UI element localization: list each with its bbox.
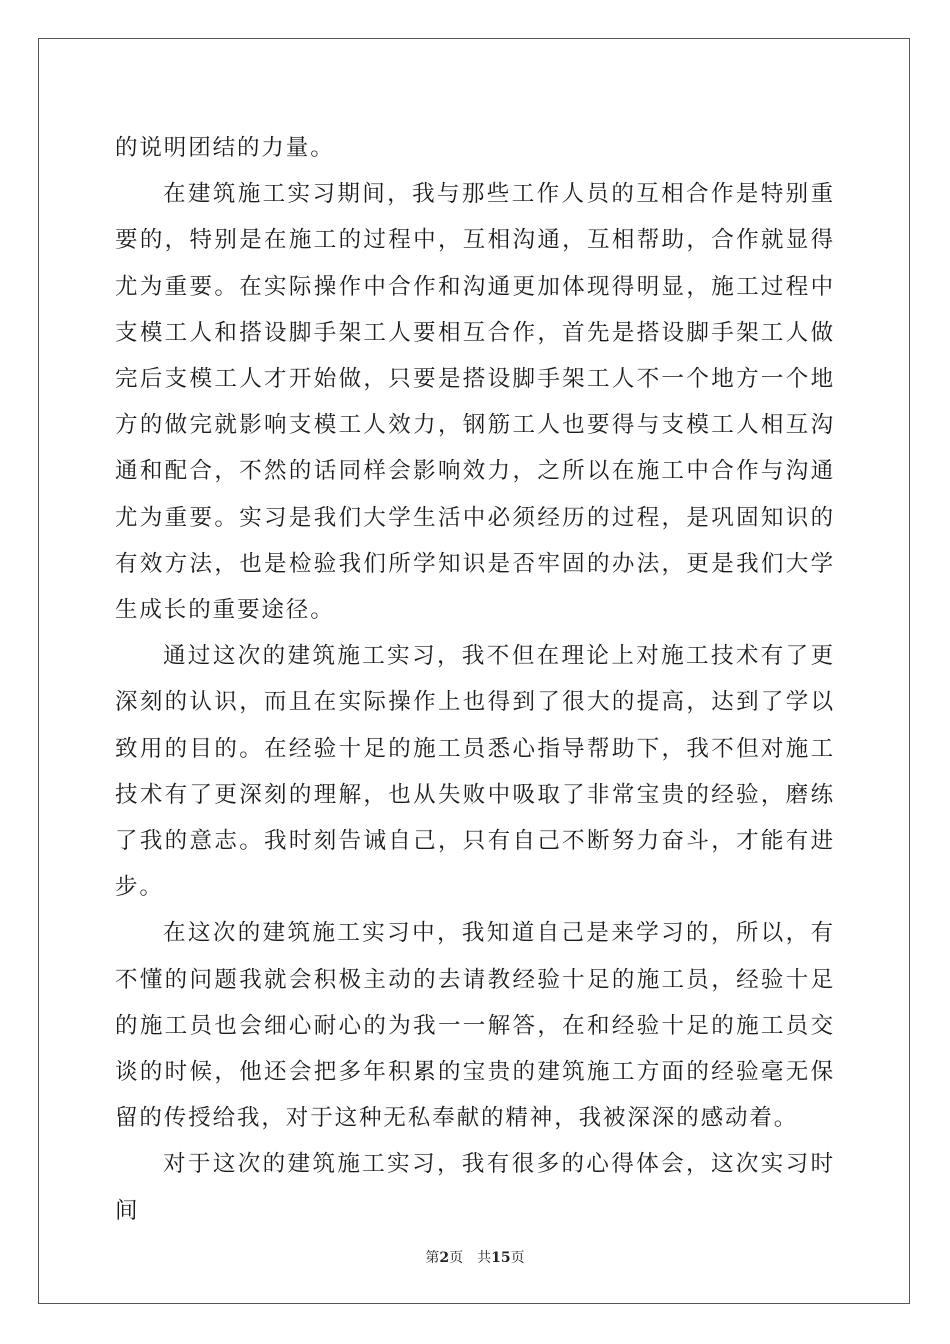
page-footer: [0, 1247, 950, 1267]
total-suffix: 页: [510, 1250, 525, 1266]
page-suffix: 页: [449, 1250, 464, 1266]
paragraph-continuation: 的说明团结的力量。: [115, 135, 335, 161]
paragraph-asking-questions: 在这次的建筑施工实习中，我知道自己是来学习的，所以，有不懂的问题我就会积极主动的去请教经验十足的施工员，经验十足的施工员也会细心耐心的为我一一解答，在和经验十足的施工员交谈的时候，他还会把多年积累的宝贵的建筑施工方面的经验毫无保留的传授给我，对于这种无私奉献的精神，我被深深的感动着。: [115, 920, 835, 1132]
total-prefix: 共: [477, 1250, 492, 1266]
total-pages: 15: [491, 1250, 511, 1266]
paragraph-cooperation: 在建筑施工实习期间，我与那些工作人员的互相合作是特别重要的，特别是在施工的过程中，互相沟通，互相帮助，合作就显得尤为重要。在实际操作中合作和沟通更加体现得明显，施工过程中支模工人和搭设脚手架工人要相互合作，首先是搭设脚手架工人做完后支模工人才开始做，只要是搭设脚手架工人不一个地方一个地方的做完就影响支模工人效力，钢筋工人也要得与支模工人相互沟通和配合，不然的话同样会影响效力，之所以在施工中合作与沟通尤为重要。实习是我们大学生活中必须经历的过程，是巩固知识的有效方法，也是检验我们所学知识是否牢固的办法，更是我们大学生成长的重要途径。: [115, 181, 835, 624]
paragraph-learning-outcome: 通过这次的建筑施工实习，我不但在理论上对施工技术有了更深刻的认识，而且在实际操作上也得到了很大的提高，达到了学以致用的目的。在经验十足的施工员悉心指导帮助下，我不但对施工技术有了更深刻的理解，也从失败中吸取了非常宝贵的经验，磨练了我的意志。我时刻告诫自己，只有自己不断努力奋斗，才能有进步。: [115, 643, 835, 901]
page-prefix: 第: [425, 1250, 440, 1266]
document-body: [115, 125, 835, 1234]
page-number: 2: [439, 1250, 450, 1266]
paragraph-reflection: 对于这次的建筑施工实习，我有很多的心得体会，这次实习时间: [115, 1151, 835, 1224]
